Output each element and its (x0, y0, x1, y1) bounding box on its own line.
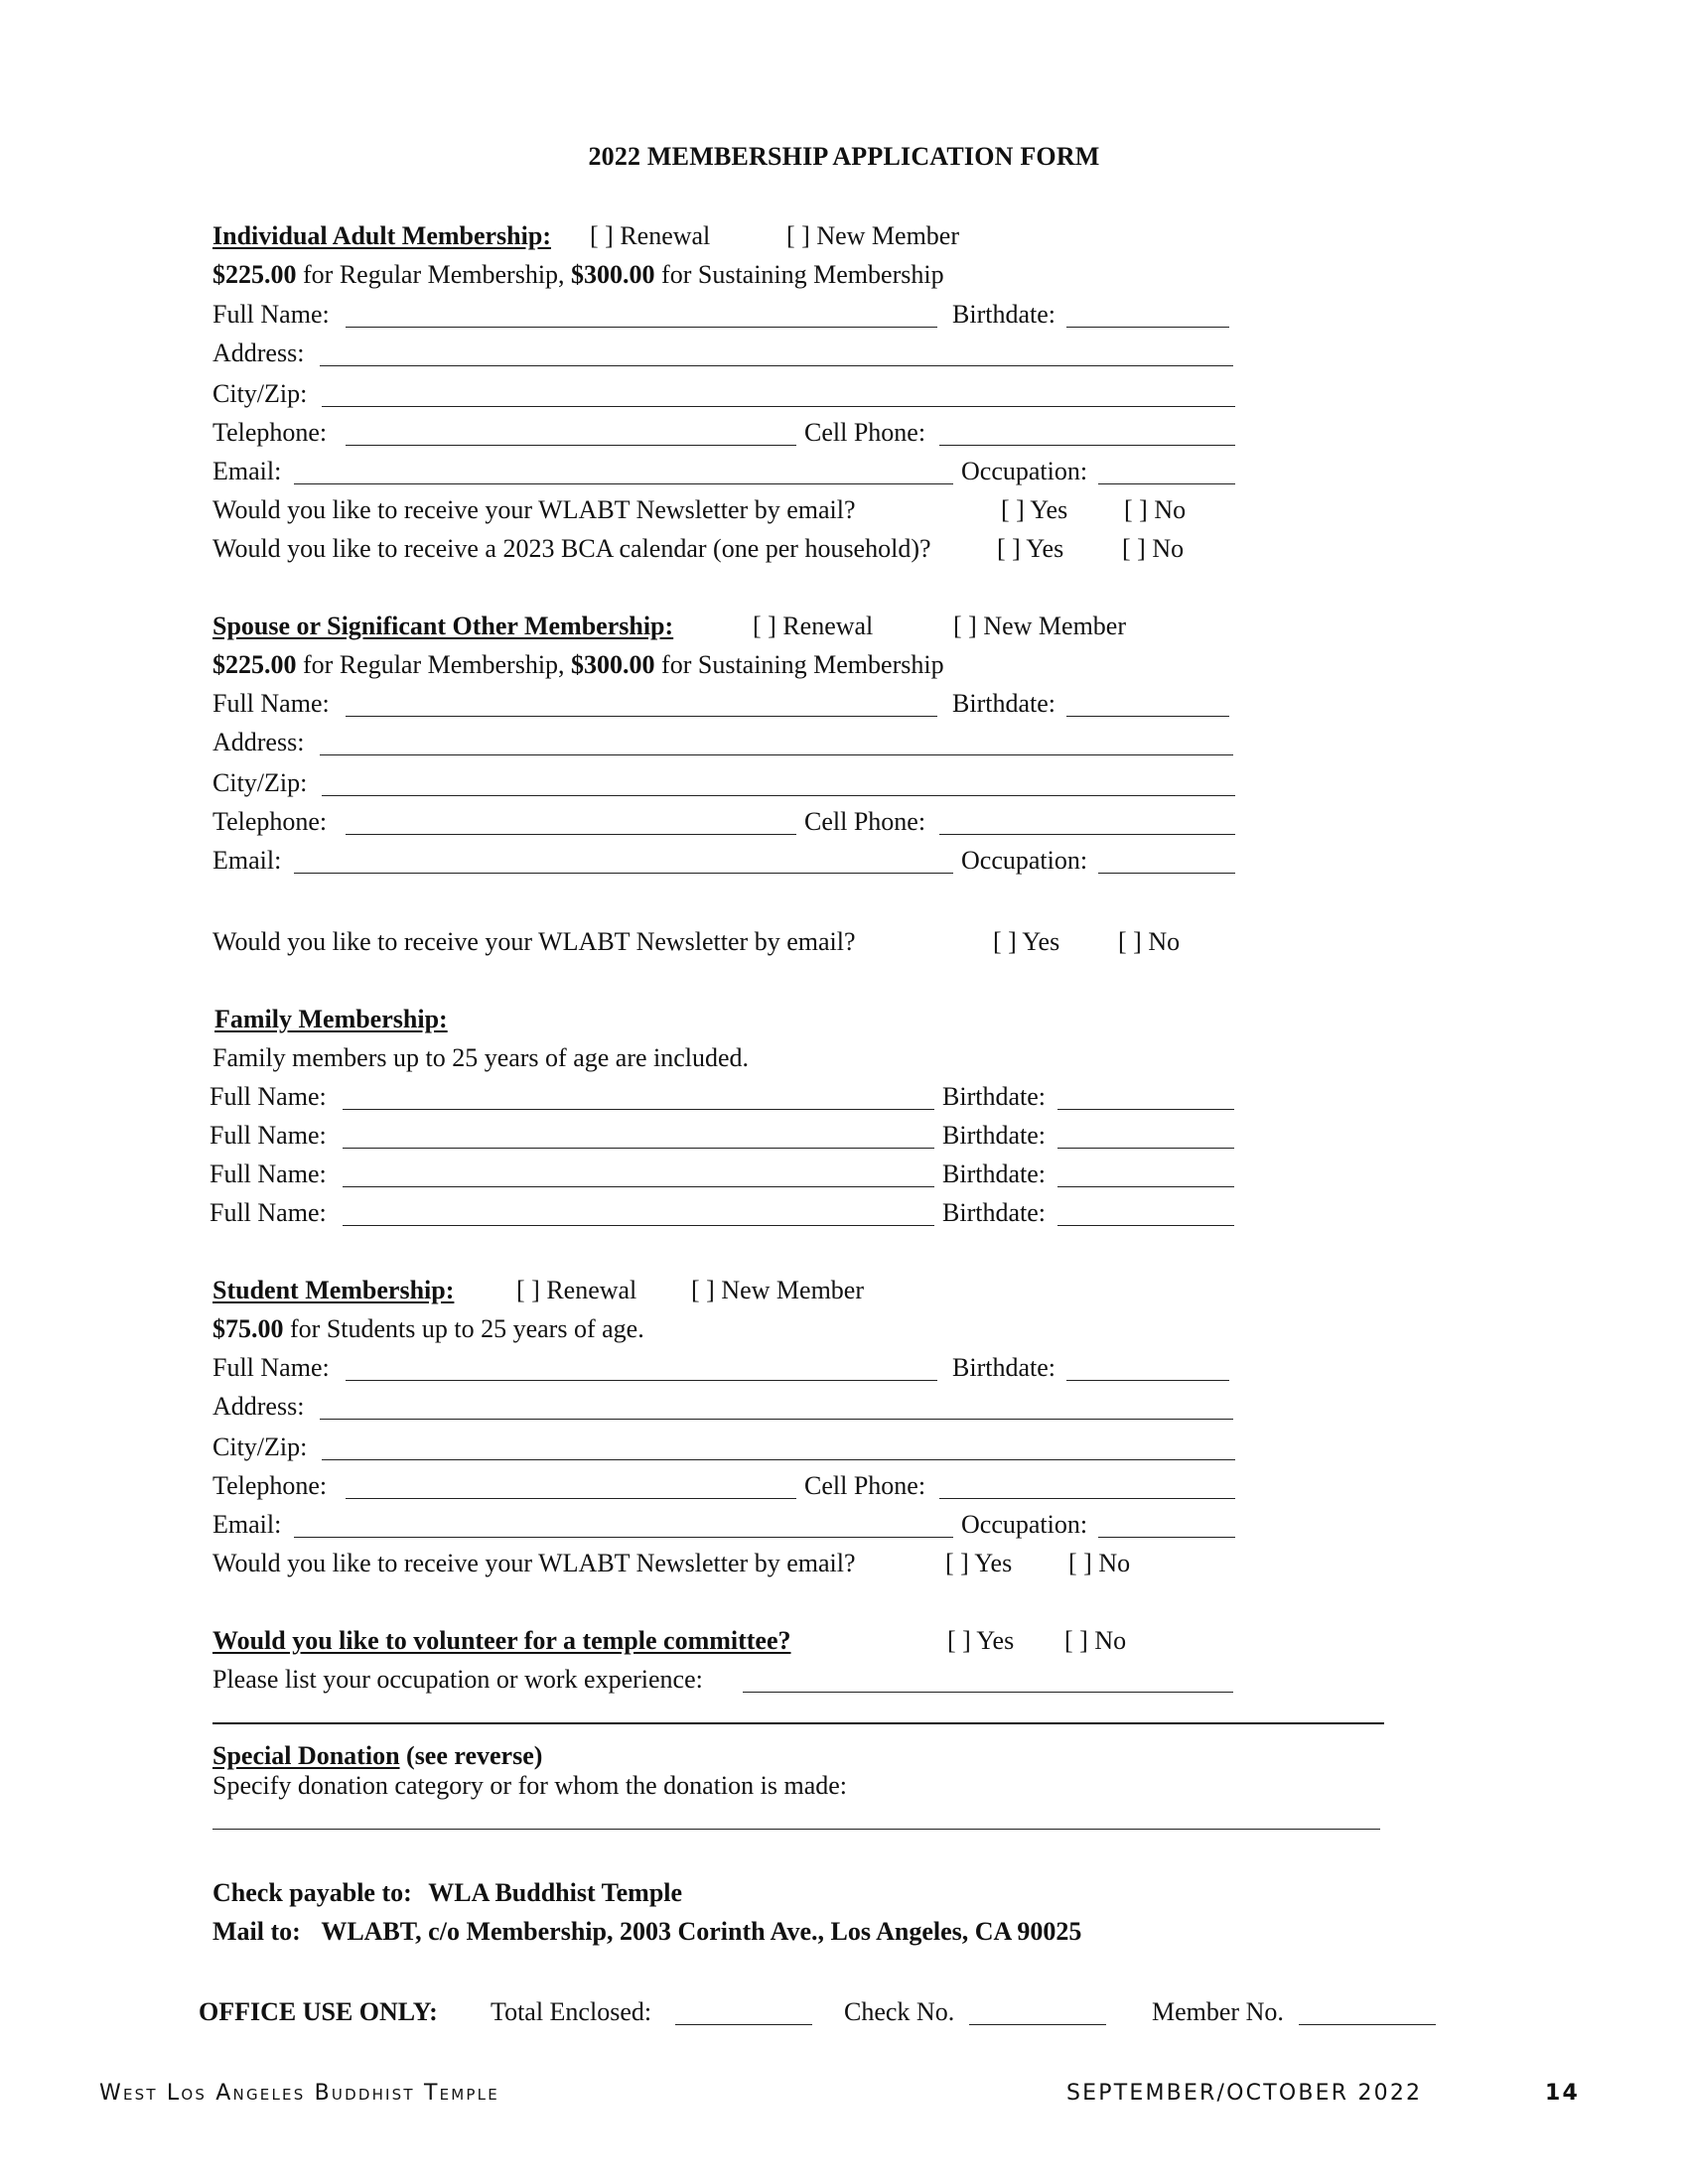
address-label: Address: (212, 1392, 305, 1421)
spouse-price-regular: $225.00 (212, 650, 297, 679)
student-occupation-field[interactable] (1098, 1537, 1235, 1538)
family-note-row (212, 1041, 1386, 1075)
spouse-telephone-field[interactable] (346, 834, 796, 835)
individual-phone-row (212, 416, 1386, 450)
member-no-label: Member No. (1152, 1997, 1284, 2026)
student-newsletter-question: Would you like to receive your WLABT Newsletter by email? (212, 1549, 856, 1577)
email-label: Email: (212, 457, 282, 485)
student-price-row (212, 1312, 1386, 1346)
individual-full-name-field[interactable] (346, 327, 937, 328)
spouse-heading: Spouse or Significant Other Membership: (212, 612, 674, 640)
spouse-price-sustaining: $300.00 (571, 650, 655, 679)
spouse-occupation-field[interactable] (1098, 873, 1235, 874)
office-use-row (199, 1995, 1489, 2029)
student-newsletter-yes-checkbox[interactable]: [ ] Yes (945, 1549, 1013, 1577)
individual-newsletter-question: Would you like to receive your WLABT Newsletter by email? (212, 495, 856, 524)
family-heading-row (214, 1003, 1388, 1036)
spouse-newsletter-question: Would you like to receive your WLABT Newsletter by email? (212, 927, 856, 956)
family-birthdate-field[interactable] (1057, 1225, 1234, 1226)
total-enclosed-field[interactable] (675, 2024, 812, 2025)
birthdate-label: Birthdate: (942, 1121, 1046, 1150)
footer-org: West Los Angeles Buddhist Temple (99, 2081, 499, 2106)
individual-occupation-field[interactable] (1098, 483, 1235, 484)
family-member-row (210, 1196, 1383, 1230)
footer-issue: SEPTEMBER/OCTOBER 2022 (1066, 2081, 1423, 2106)
individual-address-row (212, 337, 1386, 370)
volunteer-yes-checkbox[interactable]: [ ] Yes (947, 1626, 1015, 1655)
individual-calendar-yes-checkbox[interactable]: [ ] Yes (997, 534, 1064, 563)
student-cityzip-row (212, 1431, 1386, 1464)
individual-calendar-no-checkbox[interactable]: [ ] No (1122, 534, 1185, 563)
full-name-label: Full Name: (212, 689, 330, 718)
birthdate-label: Birthdate: (952, 1353, 1055, 1382)
donation-heading-row (212, 1739, 1386, 1773)
mail-to-row (212, 1915, 1386, 1949)
individual-city-zip-field[interactable] (322, 406, 1235, 407)
spouse-renewal-checkbox[interactable]: [ ] Renewal (753, 612, 874, 640)
mail-to-value: WLABT, c/o Membership, 2003 Corinth Ave., Los Angeles, CA 90025 (321, 1917, 1082, 1946)
individual-new-member-checkbox[interactable]: [ ] New Member (786, 221, 959, 250)
student-telephone-field[interactable] (346, 1498, 796, 1499)
email-label: Email: (212, 846, 282, 875)
family-birthdate-field[interactable] (1057, 1186, 1234, 1187)
student-name-row (212, 1351, 1386, 1385)
form-title: 2022 MEMBERSHIP APPLICATION FORM (588, 142, 1100, 171)
individual-address-field[interactable] (320, 365, 1233, 366)
family-full-name-field[interactable] (343, 1148, 934, 1149)
donation-specify-label: Specify donation category or for whom the donation is made: (212, 1771, 848, 1800)
student-address-row (212, 1390, 1386, 1424)
family-member-row (210, 1080, 1383, 1114)
family-full-name-field[interactable] (343, 1225, 934, 1226)
check-payable-label: Check payable to: (212, 1878, 412, 1907)
individual-price-regular: $225.00 (212, 260, 297, 289)
spouse-newsletter-row (212, 925, 1386, 959)
student-address-field[interactable] (320, 1419, 1233, 1420)
student-phone-row (212, 1469, 1386, 1503)
family-member-row (210, 1119, 1383, 1153)
birthdate-label: Birthdate: (942, 1160, 1046, 1188)
family-full-name-field[interactable] (343, 1109, 934, 1110)
family-birthdate-field[interactable] (1057, 1109, 1234, 1110)
check-no-label: Check No. (844, 1997, 955, 2026)
individual-email-field[interactable] (294, 483, 953, 484)
experience-field[interactable] (743, 1692, 1233, 1693)
full-name-label: Full Name: (212, 1353, 330, 1382)
student-heading-row (212, 1274, 1386, 1307)
individual-birthdate-field[interactable] (1066, 327, 1229, 328)
spouse-full-name-field[interactable] (346, 716, 937, 717)
office-use-label: OFFICE USE ONLY: (199, 1997, 438, 2026)
cell-phone-label: Cell Phone: (804, 807, 926, 836)
volunteer-heading: Would you like to volunteer for a temple committee? (212, 1626, 791, 1655)
spouse-email-row (212, 844, 1386, 878)
full-name-label: Full Name: (212, 300, 330, 329)
occupation-label: Occupation: (961, 457, 1088, 485)
individual-newsletter-yes-checkbox[interactable]: [ ] Yes (1001, 495, 1068, 524)
city-zip-label: City/Zip: (212, 1433, 308, 1461)
experience-label: Please list your occupation or work experience: (212, 1665, 703, 1694)
full-name-label: Full Name: (210, 1198, 327, 1227)
spouse-price-sustaining-text: for Sustaining Membership (654, 650, 944, 679)
individual-calendar-row (212, 532, 1386, 566)
student-newsletter-no-checkbox[interactable]: [ ] No (1068, 1549, 1131, 1577)
experience-row (212, 1663, 1386, 1697)
cell-phone-label: Cell Phone: (804, 418, 926, 447)
individual-price-sustaining: $300.00 (571, 260, 655, 289)
individual-cell-phone-field[interactable] (939, 445, 1235, 446)
donation-heading: Special Donation (212, 1741, 400, 1770)
family-heading: Family Membership: (214, 1005, 448, 1033)
spouse-address-field[interactable] (320, 754, 1233, 755)
city-zip-label: City/Zip: (212, 379, 308, 408)
spouse-new-member-checkbox[interactable]: [ ] New Member (953, 612, 1126, 640)
student-full-name-field[interactable] (346, 1380, 937, 1381)
student-city-zip-field[interactable] (322, 1459, 1235, 1460)
volunteer-no-checkbox[interactable]: [ ] No (1064, 1626, 1127, 1655)
birthdate-label: Birthdate: (952, 300, 1055, 329)
spouse-cell-phone-field[interactable] (939, 834, 1235, 835)
email-label: Email: (212, 1510, 282, 1539)
individual-renewal-checkbox[interactable]: [ ] Renewal (590, 221, 711, 250)
student-renewal-checkbox[interactable]: [ ] Renewal (516, 1276, 637, 1304)
individual-price-row (212, 258, 1386, 292)
student-price-text: for Students up to 25 years of age. (283, 1314, 644, 1343)
individual-heading-row (212, 219, 1386, 253)
spouse-newsletter-yes-checkbox[interactable]: [ ] Yes (993, 927, 1060, 956)
footer-page-number: 14 (1545, 2081, 1581, 2106)
total-enclosed-label: Total Enclosed: (491, 1997, 652, 2026)
individual-price-sustaining-text: for Sustaining Membership (654, 260, 944, 289)
spouse-price-row (212, 648, 1386, 682)
check-payable-value: WLA Buddhist Temple (428, 1878, 683, 1907)
spouse-price-regular-text: for Regular Membership, (296, 650, 572, 679)
individual-newsletter-row (212, 493, 1386, 527)
spouse-city-zip-field[interactable] (322, 795, 1235, 796)
mail-to-label: Mail to: (212, 1917, 301, 1946)
spouse-address-row (212, 726, 1386, 759)
individual-email-row (212, 455, 1386, 488)
spouse-cityzip-row (212, 766, 1386, 800)
individual-cityzip-row (212, 377, 1386, 411)
city-zip-label: City/Zip: (212, 768, 308, 797)
address-label: Address: (212, 339, 305, 367)
volunteer-row (212, 1624, 1386, 1658)
student-email-field[interactable] (294, 1537, 953, 1538)
spouse-birthdate-field[interactable] (1066, 716, 1229, 717)
address-label: Address: (212, 728, 305, 756)
donation-specify-row (212, 1769, 1386, 1803)
spouse-phone-row (212, 805, 1386, 839)
individual-telephone-field[interactable] (346, 445, 796, 446)
individual-calendar-question: Would you like to receive a 2023 BCA calendar (one per household)? (212, 534, 931, 563)
spouse-email-field[interactable] (294, 873, 953, 874)
student-cell-phone-field[interactable] (939, 1498, 1235, 1499)
student-heading: Student Membership: (212, 1276, 455, 1304)
student-email-row (212, 1508, 1386, 1542)
spouse-newsletter-no-checkbox[interactable]: [ ] No (1118, 927, 1181, 956)
birthdate-label: Birthdate: (952, 689, 1055, 718)
cell-phone-label: Cell Phone: (804, 1471, 926, 1500)
spouse-heading-row (212, 610, 1386, 643)
student-price: $75.00 (212, 1314, 284, 1343)
occupation-label: Occupation: (961, 1510, 1088, 1539)
telephone-label: Telephone: (212, 418, 328, 447)
family-full-name-field[interactable] (343, 1186, 934, 1187)
individual-newsletter-no-checkbox[interactable]: [ ] No (1124, 495, 1187, 524)
donation-heading-note: (see reverse) (399, 1741, 543, 1770)
individual-heading: Individual Adult Membership: (212, 221, 551, 250)
check-no-field[interactable] (969, 2024, 1106, 2025)
family-birthdate-field[interactable] (1057, 1148, 1234, 1149)
telephone-label: Telephone: (212, 1471, 328, 1500)
birthdate-label: Birthdate: (942, 1198, 1046, 1227)
full-name-label: Full Name: (210, 1160, 327, 1188)
spouse-name-row (212, 687, 1386, 721)
telephone-label: Telephone: (212, 807, 328, 836)
full-name-label: Full Name: (210, 1121, 327, 1150)
member-no-field[interactable] (1299, 2024, 1436, 2025)
student-new-member-checkbox[interactable]: [ ] New Member (691, 1276, 864, 1304)
section-divider (212, 1722, 1384, 1724)
check-payable-row (212, 1876, 1386, 1910)
birthdate-label: Birthdate: (942, 1082, 1046, 1111)
donation-field[interactable] (212, 1829, 1380, 1830)
family-member-row (210, 1158, 1383, 1191)
student-birthdate-field[interactable] (1066, 1380, 1229, 1381)
full-name-label: Full Name: (210, 1082, 327, 1111)
occupation-label: Occupation: (961, 846, 1088, 875)
individual-name-row (212, 298, 1386, 332)
family-note: Family members up to 25 years of age are included. (212, 1043, 750, 1072)
individual-price-regular-text: for Regular Membership, (296, 260, 572, 289)
student-newsletter-row (212, 1547, 1386, 1580)
